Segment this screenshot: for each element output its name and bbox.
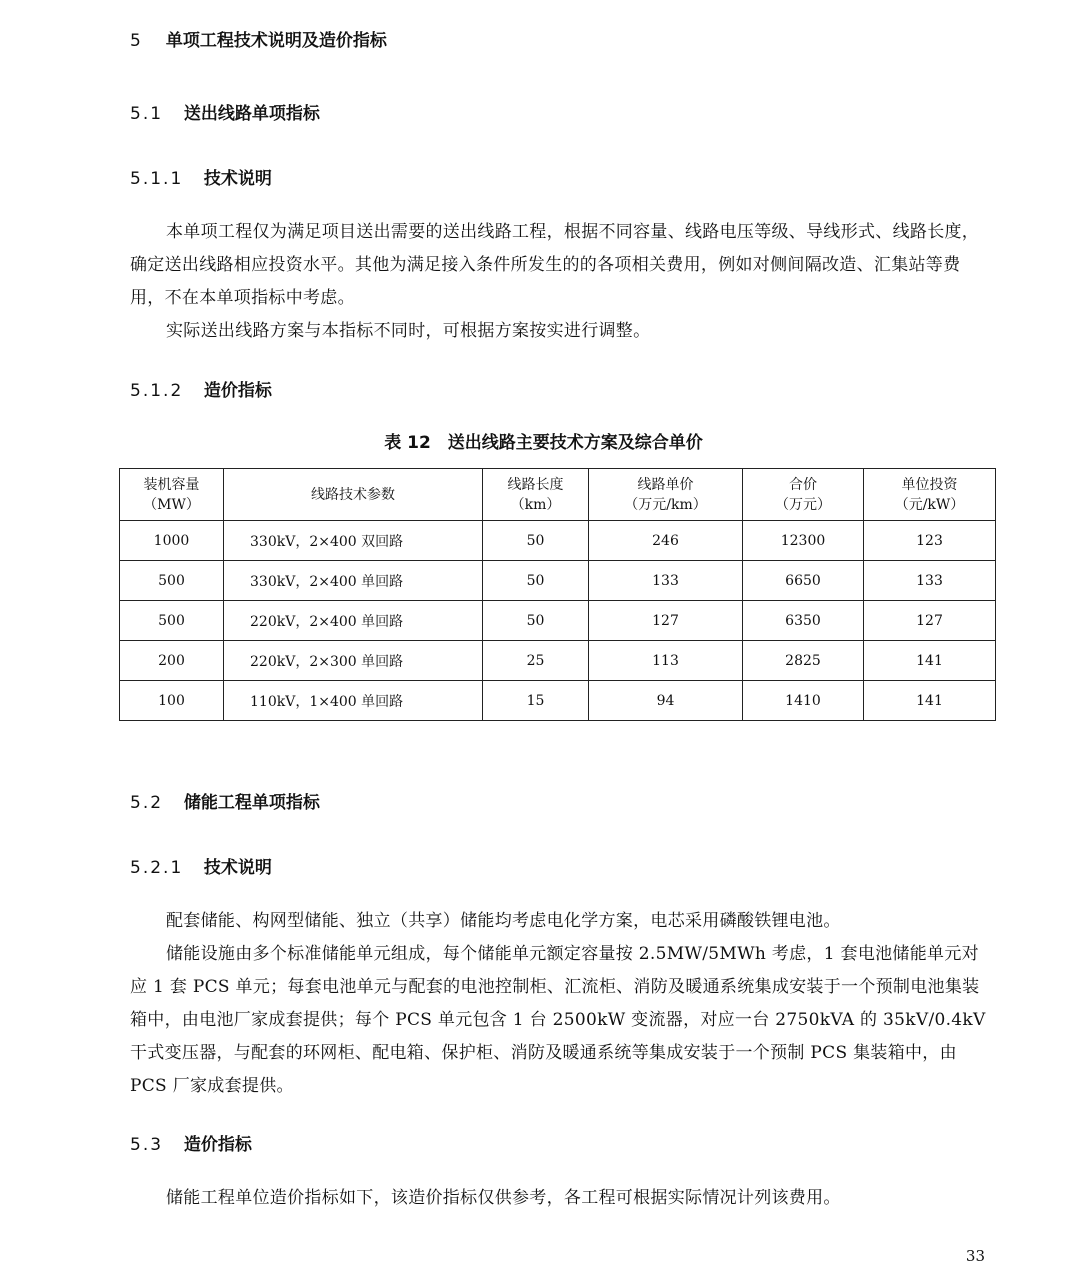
cell-length: 50 [483,561,589,601]
cell-capacity: 1000 [120,521,224,561]
header-cell-total-price: 合价 （万元） [743,469,864,521]
section-number: 5.1.1 [130,169,184,189]
cell-length: 50 [483,521,589,561]
cell-unit-price: 113 [589,641,743,681]
paragraph-line-adjust: 实际送出线路方案与本指标不同时，可根据方案按实进行调整。 [166,321,651,341]
cell-parameters: 220kV，2×300 单回路 [224,641,483,681]
section-number: 5.1 [130,104,164,124]
cell-unit-investment: 127 [864,601,996,641]
cell-parameters: 220kV，2×400 单回路 [224,601,483,641]
cell-length: 25 [483,641,589,681]
line-cost-table [119,468,996,721]
section-title: 技术说明 [203,169,272,189]
section-title: 送出线路单项指标 [183,104,320,124]
section-title: 技术说明 [203,858,272,878]
cell-capacity: 200 [120,641,224,681]
cell-unit-price: 133 [589,561,743,601]
paragraph-storage-cost: 储能工程单位造价指标如下，该造价指标仅供参考，各工程可根据实际情况计列该费用。 [166,1188,841,1208]
cell-total-price: 1410 [743,681,864,721]
table-row [120,681,996,721]
cell-parameters: 110kV，1×400 单回路 [224,681,483,721]
cell-unit-investment: 133 [864,561,996,601]
page-number: 33 [965,1247,985,1265]
cell-capacity: 500 [120,601,224,641]
cell-unit-investment: 141 [864,641,996,681]
cell-unit-price: 94 [589,681,743,721]
header-cell-parameters: 线路技术参数 [224,469,483,521]
table-row [120,641,996,681]
section-number: 5.1.2 [130,381,184,401]
paragraph-storage-units: 储能设施由多个标准储能单元组成，每个储能单元额定容量按 2.5MW/5MWh 考虑，1 套电池储能单元对应 1 套 PCS 单元；每套电池单元与配套的电池控制柜、汇流柜、消防及暖通系统集成安装于一个预制电池集装箱中，由电池厂家成套提供；每个 PCS 单元包含 1 台 2500kW 变流器，对应一台 2750kVA 的 35kV/0.4kV 干式变压器，与配套的环网柜、配电箱、保护柜、消防及暖通系统等集成安装于一个预制 PCS 集装箱中，由 PCS 厂家成套提供。 [130,944,986,1096]
table-row [120,521,996,561]
section-heading-5-2-1 [130,853,272,878]
cell-total-price: 6650 [743,561,864,601]
cell-unit-price: 246 [589,521,743,561]
cell-parameters: 330kV，2×400 单回路 [224,561,483,601]
header-cell-length: 线路长度 （km） [483,469,589,521]
section-title: 造价指标 [183,1135,252,1155]
section-title: 单项工程技术说明及造价指标 [165,31,387,51]
table-header-row [120,469,996,521]
table-row [120,561,996,601]
section-heading-5-1-2 [130,376,272,401]
cell-unit-price: 127 [589,601,743,641]
cell-length: 50 [483,601,589,641]
section-heading-5-1 [130,99,320,124]
header-cell-unit-investment: 单位投资 （元/kW） [864,469,996,521]
cell-unit-investment: 123 [864,521,996,561]
paragraph-line-scope: 本单项工程仅为满足项目送出需要的送出线路工程，根据不同容量、线路电压等级、导线形式、线路长度，确定送出线路相应投资水平。其他为满足接入条件所发生的的各项相关费用，例如对侧间隔改造、汇集站等费用，不在本单项指标中考虑。 [130,222,980,308]
header-cell-capacity: 装机容量 （MW） [120,469,224,521]
section-heading-5-3 [130,1130,252,1155]
table-caption: 表 12 送出线路主要技术方案及综合单价 [384,433,703,453]
cell-unit-investment: 141 [864,681,996,721]
section-number: 5.2.1 [130,858,184,878]
paragraph-storage-tech: 配套储能、构网型储能、独立（共享）储能均考虑电化学方案，电芯采用磷酸铁锂电池。 [166,911,841,931]
cell-total-price: 2825 [743,641,864,681]
cell-total-price: 6350 [743,601,864,641]
table-row [120,601,996,641]
section-title: 造价指标 [203,381,272,401]
section-number: 5 [130,31,143,51]
cell-parameters: 330kV，2×400 双回路 [224,521,483,561]
section-title: 储能工程单项指标 [183,793,320,813]
cell-capacity: 500 [120,561,224,601]
section-number: 5.2 [130,793,164,813]
section-heading-5-2 [130,788,320,813]
cell-length: 15 [483,681,589,721]
header-cell-unit-price: 线路单价 （万元/km） [589,469,743,521]
section-number: 5.3 [130,1135,164,1155]
section-heading-5 [130,26,387,51]
cell-capacity: 100 [120,681,224,721]
section-heading-5-1-1 [130,164,272,189]
cell-total-price: 12300 [743,521,864,561]
